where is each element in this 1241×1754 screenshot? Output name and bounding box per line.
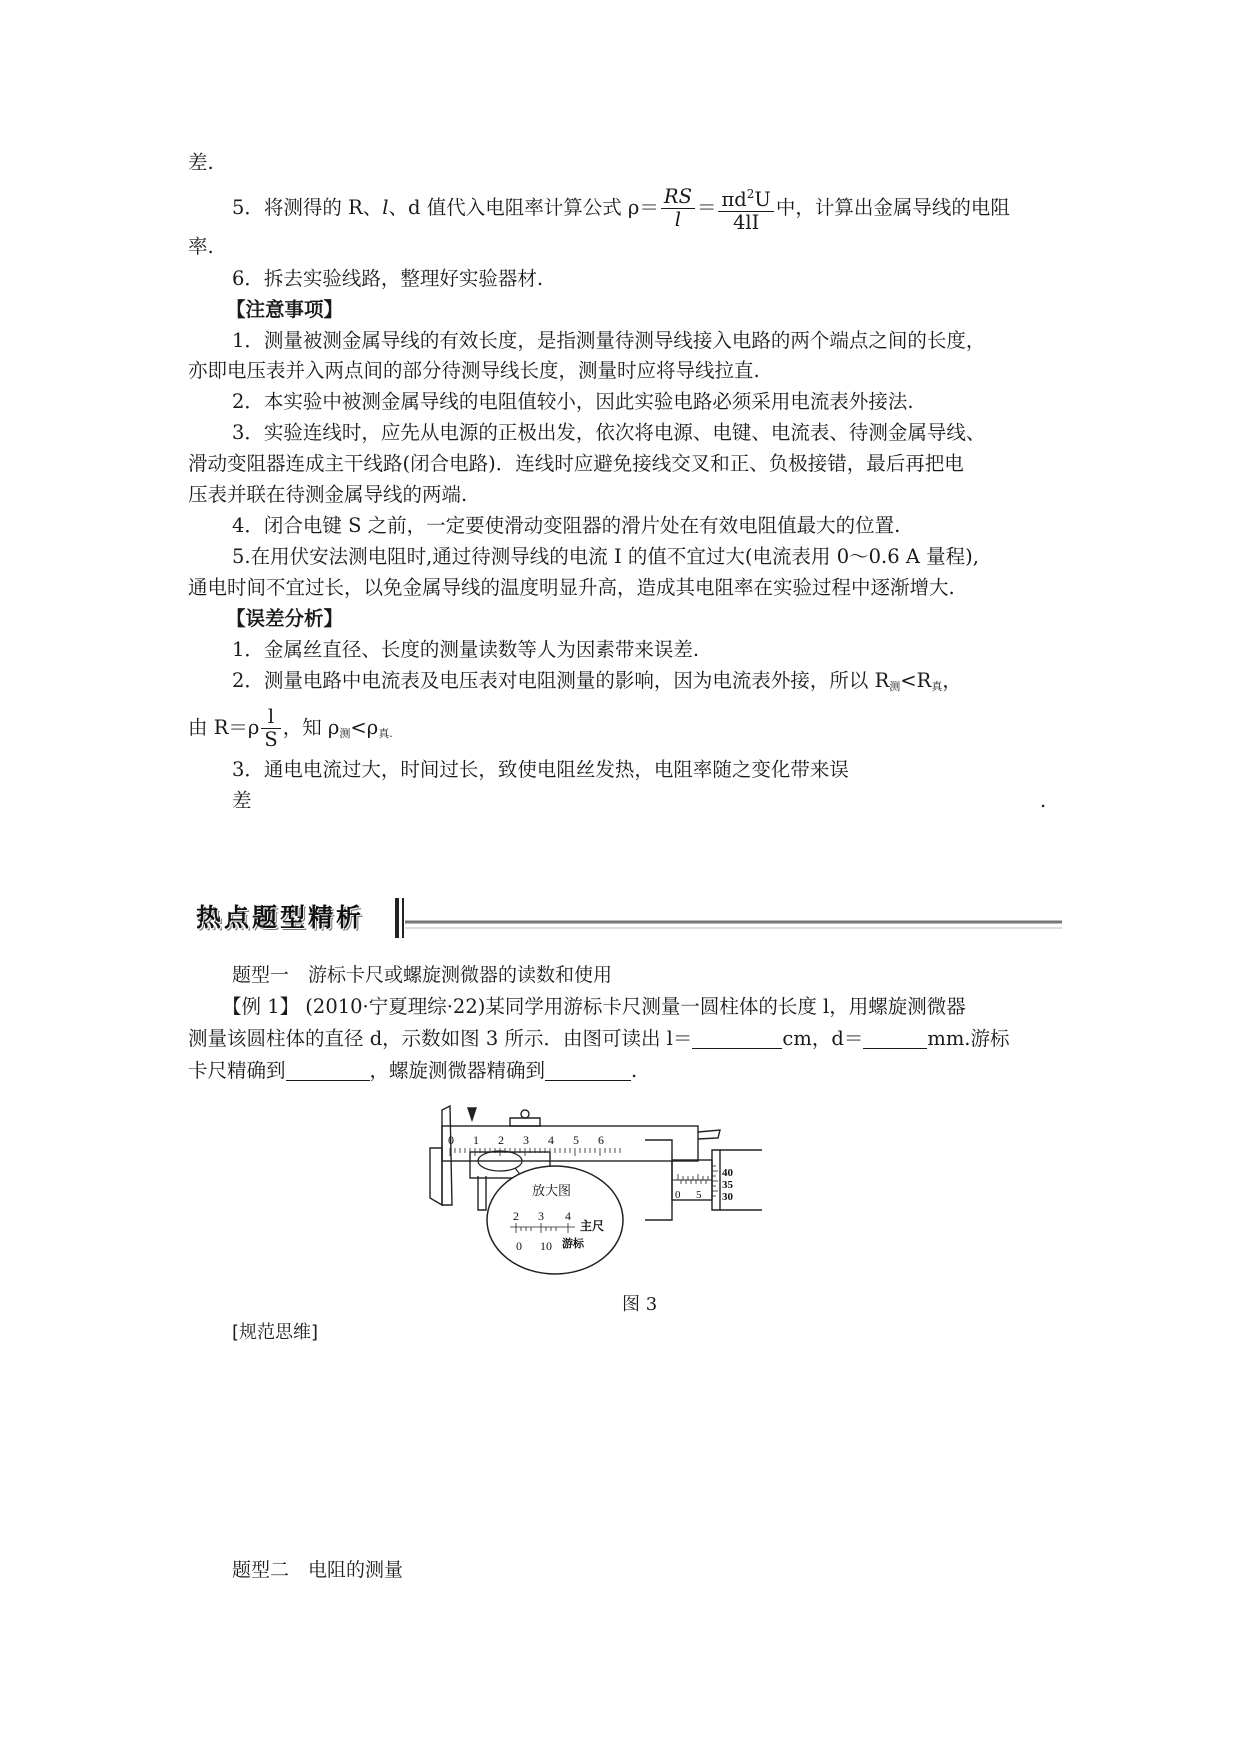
fraction-l-over-s: $\frac{l}{S}$ xyxy=(261,706,280,751)
fraction-pi-d2u-over-4li: $\frac{\pi d^2U}{4lI}$ xyxy=(718,183,773,234)
svg-text:0: 0 xyxy=(675,1189,681,1201)
caliper-inner-jaw xyxy=(468,1108,476,1120)
svg-text:35: 35 xyxy=(722,1179,733,1191)
svg-text:0: 0 xyxy=(448,1133,454,1147)
svg-text:10: 10 xyxy=(540,1239,552,1253)
banner-bar xyxy=(395,898,399,938)
banner-bar-thin xyxy=(402,898,404,938)
svg-text:40: 40 xyxy=(722,1167,733,1179)
figure-caption: 图 3 xyxy=(622,1294,658,1315)
text-line: 率. xyxy=(188,235,214,258)
note-line: 5.在用伏安法测电阻时,通过待测导线的电流 I 的值不宜过大(电流表用 0～0.6 A 量程), xyxy=(232,545,979,568)
note-line: 3．实验连线时，应先从电源的正极出发，依次将电源、电键、电流表、待测金属导线、 xyxy=(232,421,986,444)
error-line: 3．通电电流过大，时间过长，致使电阻丝发热，电阻率随之变化带来误 xyxy=(232,758,849,781)
svg-text:30: 30 xyxy=(722,1191,733,1203)
example-line: 卡尺精确到 ，螺旋测微器精确到 . xyxy=(188,1059,638,1082)
text-line: 差. xyxy=(188,151,214,174)
svg-text:2: 2 xyxy=(513,1209,519,1223)
figure-3 xyxy=(420,1100,860,1285)
svg-text:1: 1 xyxy=(473,1133,479,1147)
svg-text:0: 0 xyxy=(516,1239,522,1253)
type2-title: 题型二 电阻的测量 xyxy=(232,1559,404,1581)
magnify-vernier-label: 游标 xyxy=(562,1238,584,1250)
example-line: 【例 1】 (2010·宁夏理综·22)某同学用游标卡尺测量一圆柱体的长度 l，用螺旋测微器 xyxy=(222,995,966,1018)
caliper-screw-knob xyxy=(521,1110,529,1118)
error-line: 2．测量电路中电流表及电压表对电阻测量的影响，因为电流表外接，所以 $R_测<R_真$， xyxy=(232,669,962,693)
note-line: 2．本实验中被测金属导线的电阻值较小，因此实验电路必须采用电流表外接法. xyxy=(232,390,914,413)
svg-text:4: 4 xyxy=(548,1133,554,1147)
answer-blank-caliper-precision[interactable] xyxy=(286,1060,370,1081)
note-line: 压表并联在待测金属导线的两端. xyxy=(188,483,468,506)
trailing-period: . xyxy=(1040,789,1047,812)
micrometer-frame xyxy=(645,1140,672,1220)
error-formula-line: 由 R＝ρ $\frac{l}{S}$ ，知 $\rho_测<\rho_{真.}$ xyxy=(188,705,393,751)
error-line: 1．金属丝直径、长度的测量读数等人为因素带来误差. xyxy=(232,638,700,661)
magnify-label: 放大图 xyxy=(532,1183,572,1198)
section-title: 热点题型精析 xyxy=(196,903,365,932)
caliper-lock-screw xyxy=(510,1118,540,1126)
example-line: 测量该圆柱体的直径 d，示数如图 3 所示．由图可读出 l＝ cm，d＝ mm.游标 xyxy=(188,1027,1010,1050)
answer-blank-l[interactable] xyxy=(692,1028,782,1049)
note-line: 4．闭合电键 S 之前，一定要使滑动变阻器的滑片处在有效电阻值最大的位置. xyxy=(232,514,901,537)
error-heading: 【误差分析】 xyxy=(226,607,344,630)
svg-text:5: 5 xyxy=(573,1133,579,1147)
micrometer-thimble xyxy=(712,1150,720,1210)
answer-blank-micrometer-precision[interactable] xyxy=(545,1060,631,1081)
caliper-scale-labels xyxy=(448,1133,604,1147)
svg-text:6: 6 xyxy=(598,1133,604,1147)
svg-text:3: 3 xyxy=(523,1133,529,1147)
magnify-main-label: 主尺 xyxy=(580,1219,605,1233)
micrometer xyxy=(645,1140,762,1220)
svg-text:3: 3 xyxy=(538,1209,544,1223)
note-line: 通电时间不宜过长，以免金属导线的温度明显升高，造成其电阻率在实验过程中逐渐增大. xyxy=(188,576,955,599)
note-line: 亦即电压表并入两点间的部分待测导线长度，测量时应将导线拉直. xyxy=(188,359,760,382)
note-line: 1．测量被测金属导线的有效长度，是指测量待测导线接入电路的两个端点之间的长度， xyxy=(232,329,986,352)
svg-text:2: 2 xyxy=(498,1133,504,1147)
svg-text:4: 4 xyxy=(565,1209,571,1223)
answer-blank-d[interactable] xyxy=(863,1028,927,1049)
caliper-outer-jaw xyxy=(442,1106,452,1205)
micrometer-sleeve-labels xyxy=(675,1189,702,1201)
type1-title: 题型一 游标卡尺或螺旋测微器的读数和使用 xyxy=(232,964,613,986)
svg-text:5: 5 xyxy=(696,1189,702,1201)
caliper-slider-jaw xyxy=(478,1176,486,1210)
notes-heading: 【注意事项】 xyxy=(226,298,344,321)
caliper-lower-jaw xyxy=(430,1148,442,1205)
note-line: 滑动变阻器连成主干线路(闭合电路)．连线时应避免接线交叉和正、负极接错，最后再把电 xyxy=(188,452,964,475)
step-6-line: 6．拆去实验线路，整理好实验器材. xyxy=(232,267,544,290)
error-line: 差 xyxy=(232,789,252,812)
guide-label: [规范思维] xyxy=(232,1322,319,1343)
fraction-rs-over-l: $\frac{RS}{l}$ xyxy=(661,186,695,231)
micrometer-thimble-labels xyxy=(722,1167,734,1203)
caliper-depth-rod xyxy=(698,1130,720,1139)
step-5-line: 5．将测得的 R、l、d 值代入电阻率计算公式 ρ＝ $\frac{RS}{l}$ ＝ $\frac{\pi d^2U}{4lI}$ 中，计算出金属导线的电阻 xyxy=(232,185,1010,234)
